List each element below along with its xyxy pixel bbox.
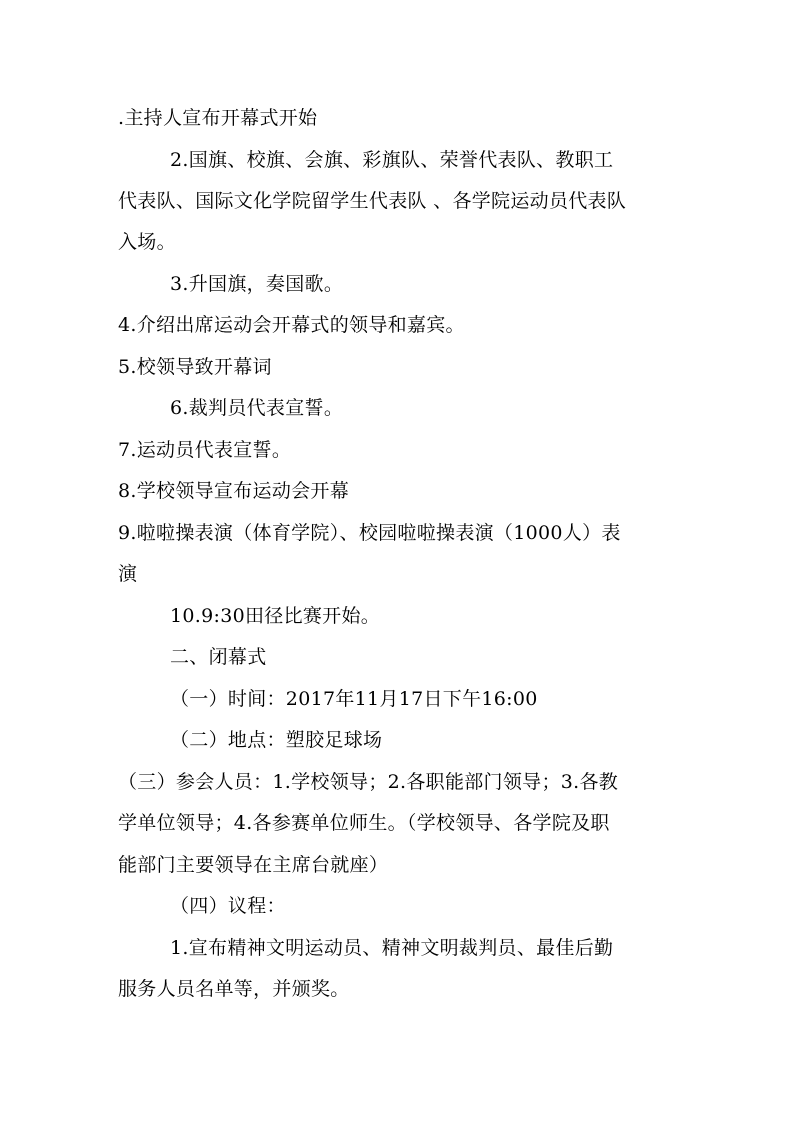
doc-line-13: 10.9:30田径比赛开始。 <box>170 605 381 627</box>
doc-line-7: 5.校领导致开幕词 <box>118 356 272 378</box>
doc-line-11: 9.啦啦操表演（体育学院）、校园啦啦操表演（1000人）表 <box>118 522 621 544</box>
doc-line-10: 8.学校领导宣布运动会开幕 <box>118 480 350 502</box>
doc-section-heading: 二、闭幕式 <box>170 646 267 668</box>
doc-line-3: 代表队、国际文化学院留学生代表队 、各学院运动员代表队 <box>118 190 627 212</box>
doc-line-12: 演 <box>118 563 138 585</box>
doc-line-15: （一）时间：2017年11月17日下午16:00 <box>170 688 538 710</box>
doc-line-19: 能部门主要领导在主席台就座） <box>118 854 389 876</box>
doc-line-22: 服务人员名单等，并颁奖。 <box>118 978 350 1000</box>
doc-line-8: 6.裁判员代表宣誓。 <box>170 397 344 419</box>
doc-line-9: 7.运动员代表宣誓。 <box>118 439 292 461</box>
doc-line-6: 4.介绍出席运动会开幕式的领导和嘉宾。 <box>118 314 465 336</box>
doc-line-16: （二）地点：塑胶足球场 <box>170 729 383 751</box>
doc-line-1: .主持人宣布开幕式开始 <box>118 107 318 129</box>
doc-line-4: 入场。 <box>118 231 176 253</box>
doc-line-5: 3.升国旗，奏国歌。 <box>170 273 344 295</box>
doc-line-21: 1.宣布精神文明运动员、精神文明裁判员、最佳后勤 <box>170 937 614 959</box>
doc-line-18: 学单位领导；4.各参赛单位师生。（学校领导、各学院及职 <box>118 812 610 834</box>
doc-line-2: 2.国旗、校旗、会旗、彩旗队、荣誉代表队、教职工 <box>170 149 614 171</box>
doc-line-20: （四）议程： <box>170 895 286 917</box>
doc-line-17: （三）参会人员：1.学校领导；2.各职能部门领导；3.各教 <box>118 771 619 793</box>
